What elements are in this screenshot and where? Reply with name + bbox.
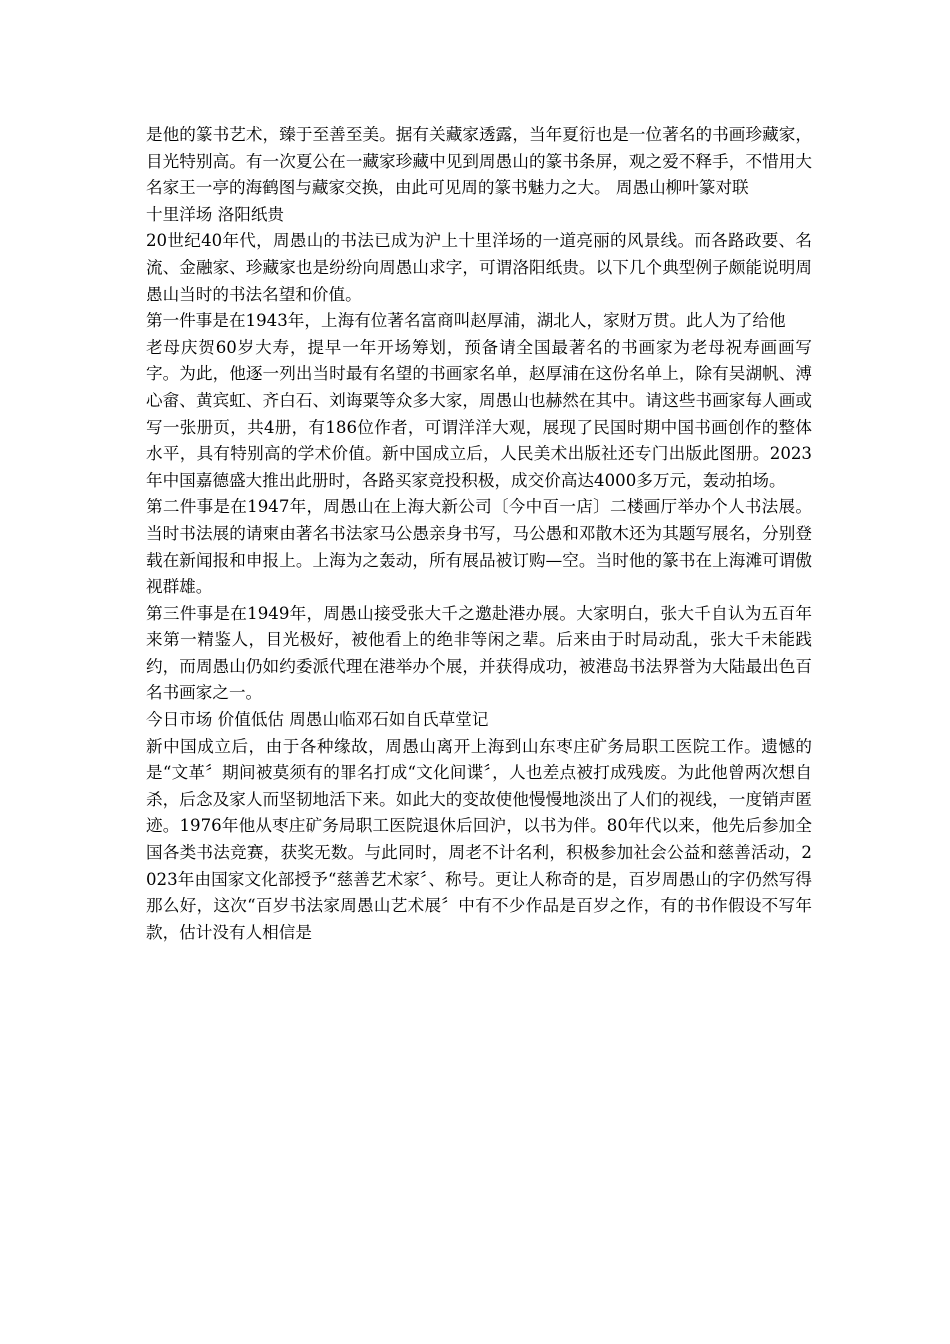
section-heading-shanghai: 十里洋场 洛阳纸贵 [146, 204, 285, 224]
paragraph-second-event: 第二件事是在1947年，周愚山在上海大新公司〔今中百一店〕二楼画厅举办个人书法展。当时书法展的请柬由著名书法家马公愚亲身书写，马公愚和邓散木还为其题写展名，分别登载在新闻报和申报上。上海为之轰动，所有展品被订购—空。当时他的篆书在上海滩可谓傲视群雄。 [146, 497, 812, 597]
paragraph-collector-story: 是他的篆书艺术，臻于至善至美。据有关藏家透露，当年夏衍也是一位著名的书画珍藏家，目光特别高。有一次夏公在一藏家珍藏中见到周愚山的篆书条屏，观之爱不释手，不惜用大名家王一亭的海鹤图与藏家交换，由此可见周的篆书魅力之大。 周愚山柳叶篆对联 [146, 125, 812, 198]
paragraph-first-event-album: 老母庆贺60岁大寿，提早一年开场筹划，预备请全国最著名的书画家为老母祝寿画画写字。为此，他逐一列出当时最有名望的书画家名单，赵厚浦在这份名单上，除有吴湖帆、溥心畲、黄宾虹、齐白石、刘诲粟等众多大家，周愚山也赫然在其中。请这些书画家每人画或写一张册页，共4册，有186位作者，可谓洋洋大观，展现了民国时期中国书画创作的整体水平，具有特别高的学术价值。新中国成立后，人民美术出版社还专门出版此图册。2023年中国嘉德盛大推出此册时，各路买家竞投积极，成交价高达4000多万元，轰动拍场。 [146, 337, 812, 490]
paragraph-third-event: 第三件事是在1949年，周愚山接受张大千之邀赴港办展。大家明白，张大千自认为五百年来第一精鉴人，目光极好，被他看上的绝非等闲之辈。后来由于时局动乱，张大千未能践约，而周愚山仍如约委派代理在港举办个展，并获得成功，被港岛书法界誉为大陆最出色百名书画家之一。 [146, 603, 812, 703]
paragraph-later-life: 新中国成立后，由于各种缘故，周愚山离开上海到山东枣庄矿务局职工医院工作。遗憾的是“文革〞期间被莫须有的罪名打成“文化间谍〞，人也差点被打成残废。为此他曾两次想自杀，后念及家人而坚韧地活下来。如此大的变故使他慢慢地淡出了人们的视线，一度销声匿迹。1976年他从枣庄矿务局职工医院退休后回沪，以书为伴。80年代以来，他先后参加全国各类书法竞赛，获奖无数。与此同时，周老不计名利，积极参加社会公益和慈善活动，2023年由国家文化部授予“慈善艺术家〞、称号。更让人称奇的是，百岁周愚山的字仍然写得那么好，这次“百岁书法家周愚山艺术展〞中有不少作品是百岁之作，有的书作假设不写年款，估计没有人相信是 [146, 736, 812, 942]
document-body [146, 122, 812, 946]
paragraph-first-event-intro: 第一件事是在1943年，上海有位著名富商叫赵厚浦，湖北人，家财万贯。此人为了给他 [146, 311, 786, 331]
section-heading-market: 今日市场 价值低估 周愚山临邓石如自氏草堂记 [146, 710, 489, 730]
paragraph-1940s-fame: 20世纪40年代，周愚山的书法已成为沪上十里洋场的一道亮丽的风景线。而各路政要、名流、金融家、珍藏家也是纷纷向周愚山求字，可谓洛阳纸贵。以下几个典型例子颇能说明周愚山当时的书法名望和价值。 [146, 231, 812, 304]
